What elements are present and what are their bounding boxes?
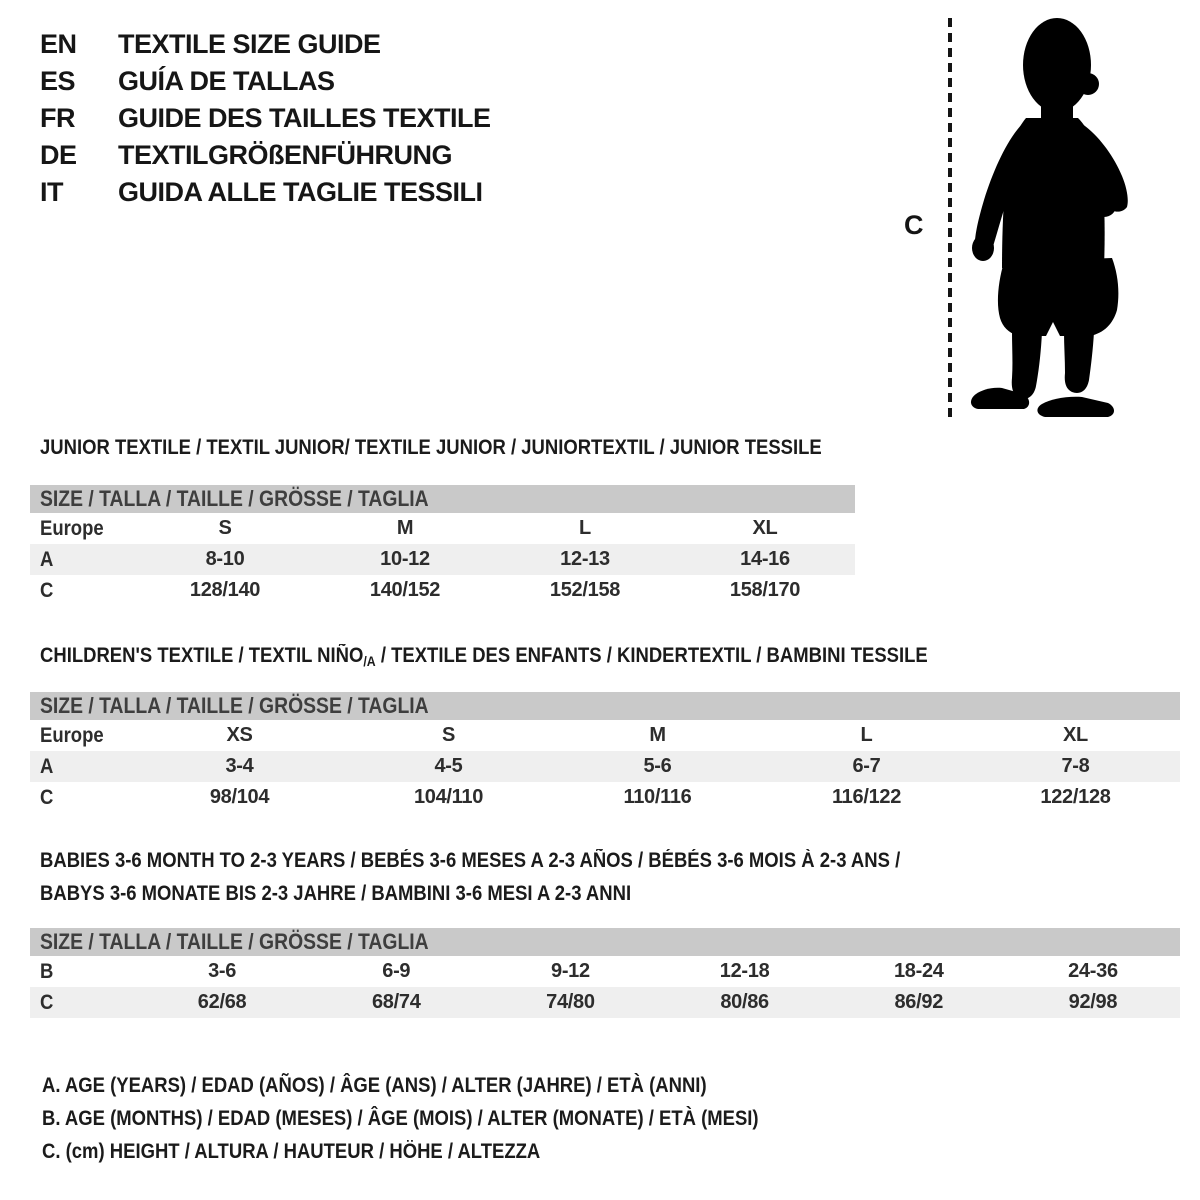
babies-section-title-text1: BABIES 3-6 MONTH TO 2-3 YEARS / BEBÉS 3-6 MESES A 2-3 AÑOS / BÉBÉS 3-6 MOIS À 2-3 ANS / — [40, 849, 901, 872]
height-cell: 80/86 — [720, 991, 769, 1013]
guide-title: TEXTILE SIZE GUIDE — [118, 29, 381, 59]
table-row-age — [30, 544, 855, 575]
children-section-title — [40, 644, 1049, 669]
age-cell: 10-12 — [380, 548, 430, 570]
junior-size-table — [30, 485, 855, 606]
age-cell: 4-5 — [434, 755, 463, 777]
table-row-height — [30, 987, 1180, 1018]
age-cell: 7-8 — [1061, 755, 1090, 777]
row-label: Europe — [40, 723, 104, 747]
language-title-list — [40, 26, 491, 211]
height-cell: 122/128 — [1040, 786, 1111, 808]
size-header-label: SIZE / TALLA / TAILLE / GRÖSSE / TAGLIA — [40, 486, 429, 511]
size-header-label: SIZE / TALLA / TAILLE / GRÖSSE / TAGLIA — [40, 693, 429, 718]
legend-line-c: C. (cm) HEIGHT / ALTURA / HAUTEUR / HÖHE / ALTEZZA — [42, 1140, 541, 1163]
language-row-fr — [40, 100, 491, 137]
size-cell: L — [579, 517, 591, 539]
row-label: Europe — [40, 516, 104, 540]
size-cell: XL — [752, 517, 778, 539]
children-title-sub: /A — [363, 653, 376, 669]
size-cell: L — [860, 724, 873, 746]
height-dashed-line — [948, 18, 952, 418]
size-cell: M — [649, 724, 666, 746]
language-row-it — [40, 174, 491, 211]
babies-section-title-line2 — [40, 882, 712, 906]
size-header-bar — [30, 485, 855, 513]
months-cell: 18-24 — [893, 960, 944, 982]
row-label: C — [40, 578, 54, 602]
language-code: IT — [40, 177, 63, 207]
junior-section-title-text: JUNIOR TEXTILE / TEXTIL JUNIOR/ TEXTILE JUNIOR / JUNIORTEXTIL / JUNIOR TESSILE — [40, 436, 822, 459]
language-code: EN — [40, 29, 77, 59]
table-row-height — [30, 782, 1180, 813]
guide-title: GUIDE DES TAILLES TEXTILE — [118, 103, 491, 133]
months-cell: 9-12 — [551, 960, 590, 982]
table-row-europe — [30, 513, 855, 544]
children-title-prefix: CHILDREN'S TEXTILE / TEXTIL NIÑO — [40, 644, 364, 667]
height-measure-label: C — [904, 210, 924, 240]
size-header-bar — [30, 928, 1180, 956]
height-cell: 140/152 — [369, 579, 441, 601]
size-cell: S — [218, 517, 232, 539]
table-row-age — [30, 751, 1180, 782]
height-cell: 104/110 — [413, 786, 484, 808]
height-cell: 74/80 — [546, 991, 595, 1013]
toddler-silhouette-icon — [962, 16, 1138, 422]
legend-line-a: A. AGE (YEARS) / EDAD (AÑOS) / ÂGE (ANS) / ALTER (JAHRE) / ETÀ (ANNI) — [42, 1074, 707, 1097]
language-code: DE — [40, 140, 77, 170]
table-row-europe — [30, 720, 1180, 751]
junior-section-title — [40, 436, 928, 460]
age-cell: 12-13 — [560, 548, 610, 570]
babies-section-title-line1 — [40, 849, 1018, 873]
row-label: C — [40, 785, 54, 809]
language-code: FR — [40, 103, 75, 133]
babies-section-title-text2: BABYS 3-6 MONATE BIS 2-3 JAHRE / BAMBINI 3-6 MESI A 2-3 ANNI — [40, 882, 632, 905]
size-cell: M — [396, 517, 414, 539]
months-cell: 3-6 — [208, 960, 237, 982]
language-row-es — [40, 63, 491, 100]
height-cell: 152/158 — [549, 579, 621, 601]
children-size-table — [30, 692, 1180, 813]
measurement-legend — [42, 1074, 856, 1173]
age-cell: 5-6 — [643, 755, 672, 777]
size-cell: S — [441, 724, 456, 746]
table-row-months — [30, 956, 1180, 987]
language-code: ES — [40, 66, 76, 96]
size-cell: XL — [1063, 724, 1088, 746]
height-cell: 158/170 — [729, 579, 801, 601]
guide-title: GUÍA DE TALLAS — [118, 66, 335, 96]
row-label: A — [40, 547, 54, 571]
children-title-suffix: / TEXTILE DES ENFANTS / KINDERTEXTIL / BAMBINI TESSILE — [375, 644, 928, 667]
height-cell: 86/92 — [894, 991, 944, 1013]
size-header-label: SIZE / TALLA / TAILLE / GRÖSSE / TAGLIA — [40, 929, 429, 954]
height-cell: 98/104 — [209, 786, 270, 808]
height-cell: 92/98 — [1068, 991, 1118, 1013]
row-label: A — [40, 754, 54, 778]
row-label: B — [40, 959, 54, 983]
age-cell: 6-7 — [852, 755, 881, 777]
babies-size-table — [30, 928, 1180, 1018]
age-cell: 14-16 — [740, 548, 790, 570]
months-cell: 24-36 — [1068, 960, 1118, 982]
language-row-en — [40, 26, 491, 63]
guide-title: TEXTILGRÖßENFÜHRUNG — [118, 140, 452, 170]
children-section-title-text — [40, 644, 928, 669]
legend-line-b: B. AGE (MONTHS) / EDAD (MESES) / ÂGE (MOIS) / ALTER (MONATE) / ETÀ (MESI) — [42, 1107, 759, 1130]
height-cell: 116/122 — [831, 786, 902, 808]
height-cell: 68/74 — [371, 991, 421, 1013]
table-row-height — [30, 575, 855, 606]
size-header-bar — [30, 692, 1180, 720]
size-cell: XS — [226, 724, 253, 746]
height-cell: 128/140 — [189, 579, 261, 601]
months-cell: 6-9 — [382, 960, 411, 982]
height-cell: 62/68 — [197, 991, 247, 1013]
months-cell: 12-18 — [719, 960, 770, 982]
height-cell: 110/116 — [623, 786, 692, 808]
age-cell: 3-4 — [225, 755, 254, 777]
guide-title: GUIDA ALLE TAGLIE TESSILI — [118, 177, 483, 207]
language-row-de — [40, 137, 491, 174]
row-label: C — [40, 990, 54, 1014]
age-cell: 8-10 — [205, 548, 245, 570]
